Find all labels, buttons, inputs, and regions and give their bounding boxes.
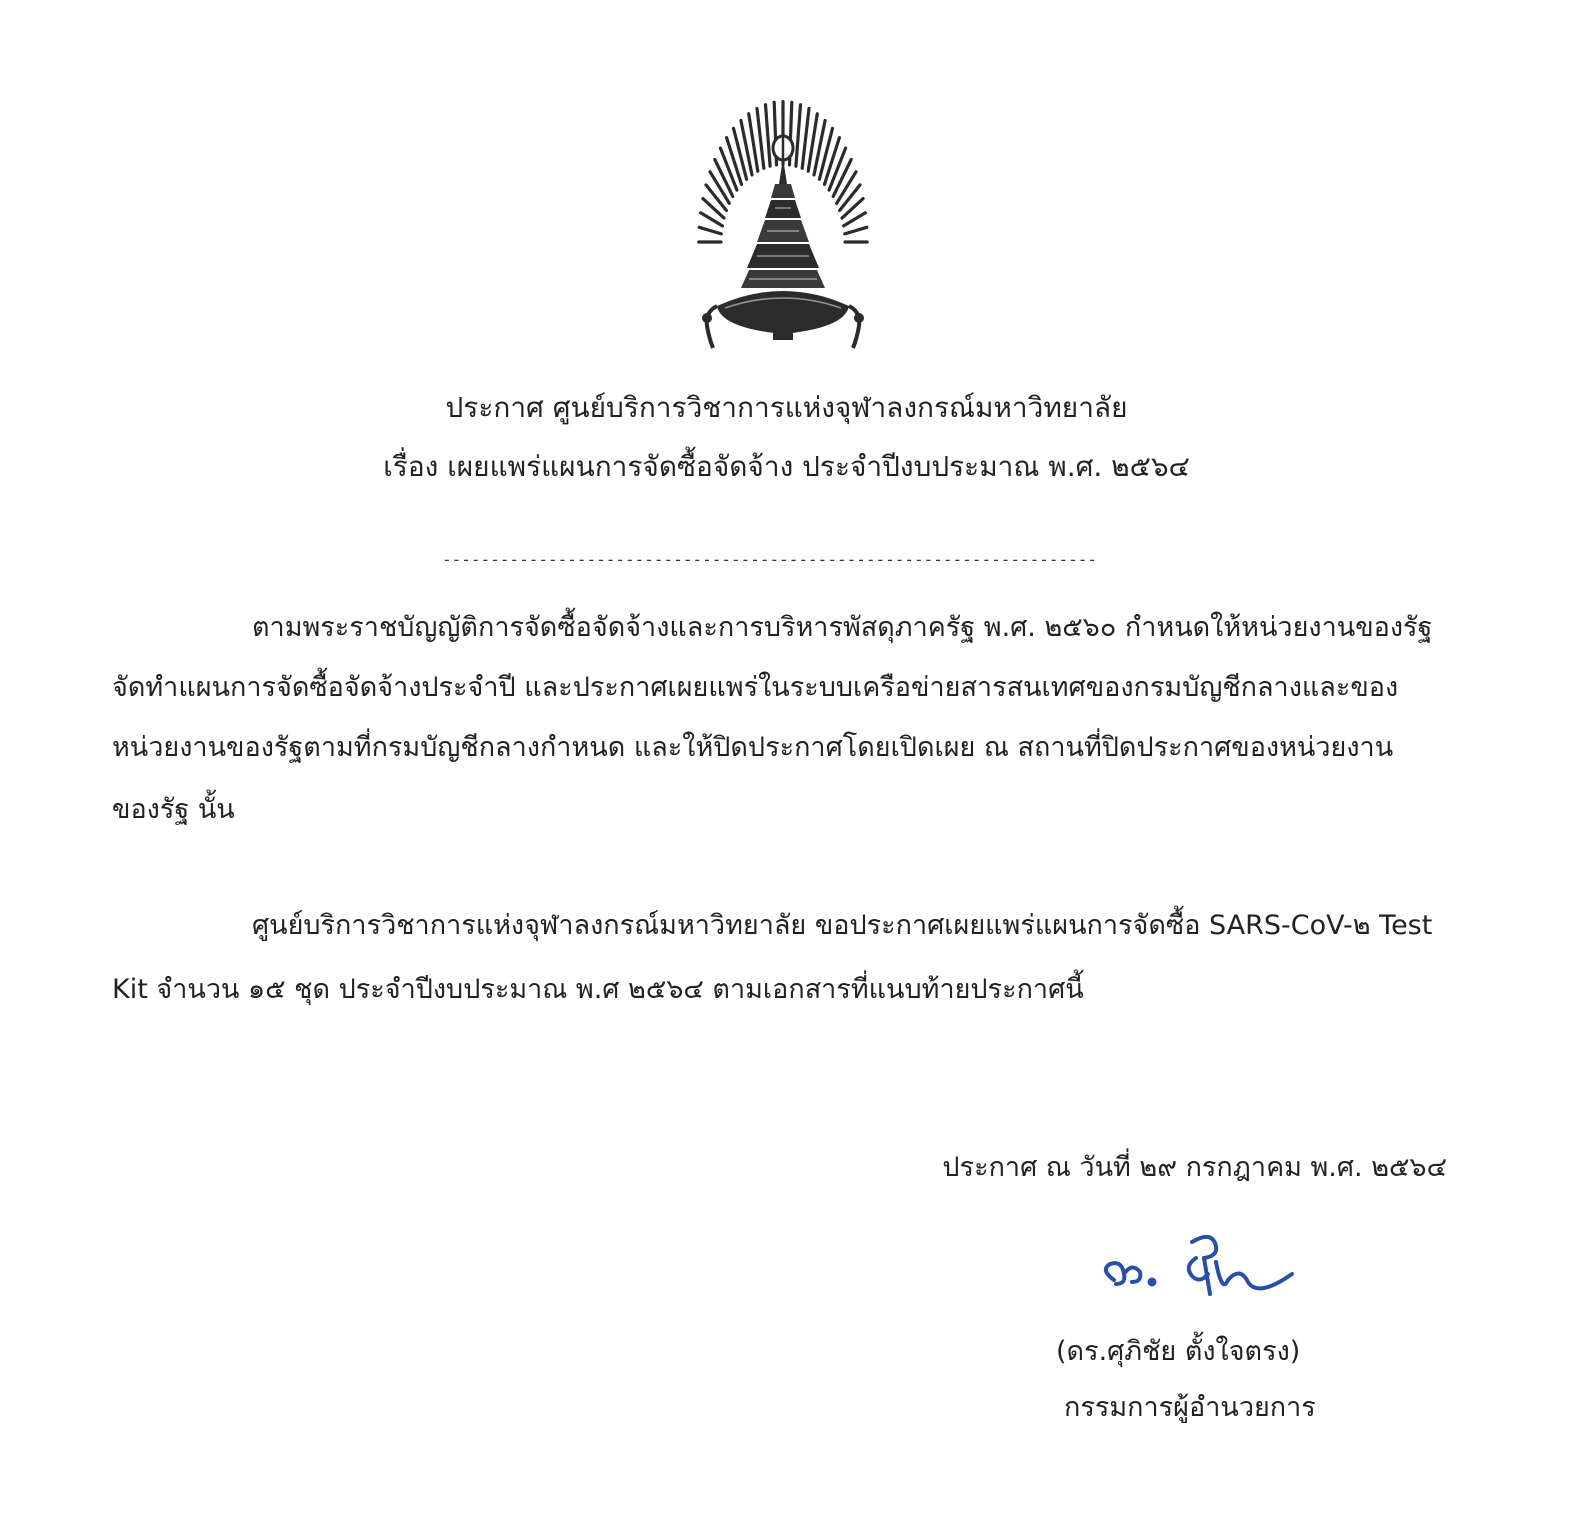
announcement-subject: เรื่อง เผยแพร่แผนการจัดซื้อจัดจ้าง ประจำปีงบประมาณ พ.ศ. ๒๕๖๔ — [383, 450, 1190, 483]
university-crest-icon — [695, 92, 875, 354]
paragraph-2-line: ศูนย์บริการวิชาการแห่งจุฬาลงกรณ์มหาวิทยาลัย ขอประกาศเผยแพร่แผนการจัดซื้อ SARS-CoV-๒ Test — [252, 910, 1433, 941]
announcement-title: ประกาศ ศูนย์บริการวิชาการแห่งจุฬาลงกรณ์มหาวิทยาลัย — [445, 391, 1128, 424]
crest-ray — [829, 148, 846, 190]
crest-ray — [699, 227, 721, 234]
crest-ray — [706, 185, 726, 211]
signer-position: กรรมการผู้อำนวยการ — [1064, 1392, 1316, 1423]
crest-ray — [715, 160, 733, 197]
paragraph-1-line: ตามพระราชบัญญัติการจัดซื้อจัดจ้างและการบริหารพัสดุภาครัฐ พ.ศ. ๒๕๖๐ กำหนดให้หน่วยงานของรัฐ — [252, 612, 1433, 643]
crest-ray — [845, 227, 867, 234]
crest-ray — [796, 105, 801, 167]
crest-ray — [710, 172, 729, 204]
crest-ray — [757, 109, 764, 169]
signature — [1092, 1222, 1302, 1312]
divider-line: -------------------------------------------------------------------- — [442, 550, 1098, 569]
crest-ray — [840, 185, 860, 211]
crest-ray — [802, 109, 809, 169]
paragraph-1-line: ของรัฐ นั้น — [112, 794, 235, 825]
announcement-date: ประกาศ ณ วันที่ ๒๙ กรกฎาคม พ.ศ. ๒๕๖๔ — [942, 1152, 1447, 1183]
paragraph-1-line: หน่วยงานของรัฐตามที่กรมบัญชีกลางกำหนด และให้ปิดประกาศโดยเปิดเผย ณ สถานที่ปิดประกาศของหน่วยงาน — [112, 732, 1394, 763]
paragraph-1-line: จัดทำแผนการจัดซื้อจัดจ้างประจำปี และประกาศเผยแพร่ในระบบเครือข่ายสารสนเทศของกรมบัญชีกลางและของ — [112, 672, 1399, 703]
signer-name: (ดร.ศุภิชัย ตั้งใจตรง) — [1056, 1336, 1301, 1367]
crest-ray — [766, 105, 771, 167]
crest-ray — [837, 172, 856, 204]
paragraph-2-line: Kit จำนวน ๑๕ ชุด ประจำปีงบประมาณ พ.ศ ๒๕๖๔ ตามเอกสารที่แนบท้ายประกาศนี้ — [112, 974, 1084, 1005]
crest-ray — [720, 148, 737, 190]
crest-ray — [833, 160, 851, 197]
